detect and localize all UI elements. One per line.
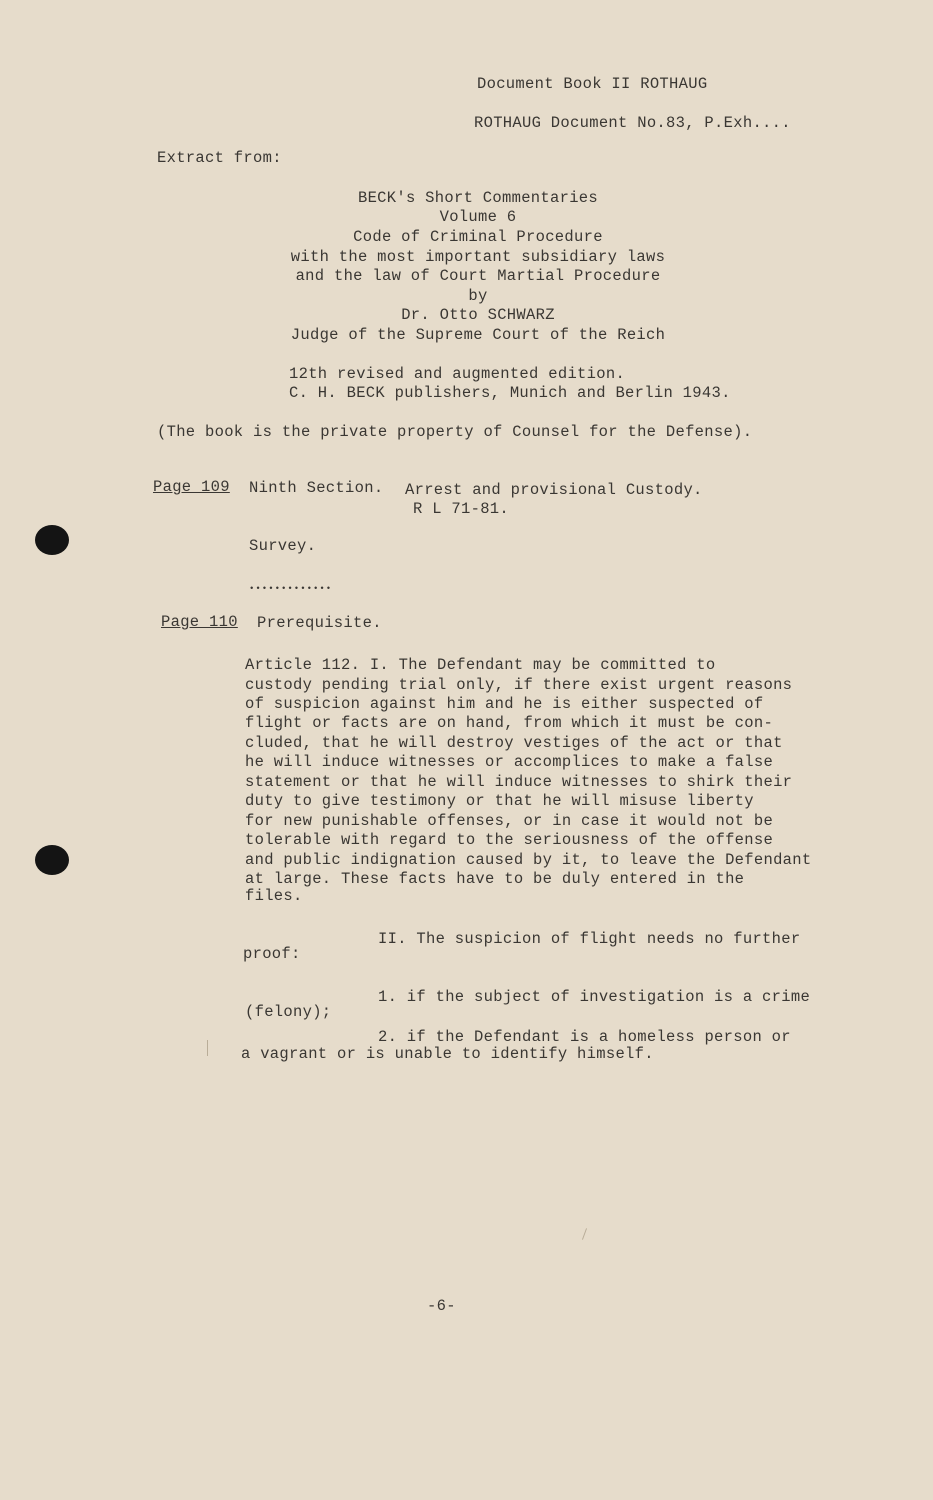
article-line: files.	[245, 887, 303, 905]
item-1: 1. if the subject of investigation is a crime	[378, 988, 811, 1006]
item-1-cont: (felony);	[245, 1003, 332, 1021]
article-line: of suspicion against him and he is either suspected of	[245, 695, 764, 713]
book-publisher: C. H. BECK publishers, Munich and Berlin 1943.	[289, 384, 731, 402]
section-reference: R L 71-81.	[413, 500, 510, 518]
article-line: at large. These facts have to be duly entered in the	[245, 870, 745, 888]
book-subtitle-1: with the most important subsidiary laws	[290, 248, 666, 266]
book-author-title: Judge of the Supreme Court of the Reich	[290, 326, 666, 344]
article-line: flight or facts are on hand, from which it must be con-	[245, 714, 774, 732]
article-line: Article 112. I. The Defendant may be committed to	[245, 656, 716, 674]
book-edition: 12th revised and augmented edition.	[289, 365, 626, 383]
property-note: (The book is the private property of Counsel for the Defense).	[157, 423, 753, 441]
survey-label: Survey.	[249, 537, 317, 555]
article-line: duty to give testimony or that he will misuse liberty	[245, 792, 754, 810]
article-line: for new punishable offenses, or in case it would not be	[245, 812, 774, 830]
page-ref-109: Page 109	[153, 478, 230, 496]
book-by: by	[468, 287, 488, 305]
prerequisite-heading: Prerequisite.	[257, 614, 382, 632]
dot-separator: •••••••••••••	[249, 584, 333, 594]
item-2: 2. if the Defendant is a homeless person or	[378, 1028, 791, 1046]
book-volume: Volume 6	[439, 208, 517, 226]
book-subtitle-2: and the law of Court Martial Procedure	[295, 267, 661, 285]
stray-mark	[207, 1040, 208, 1056]
article-line: he will induce witnesses or accomplices to make a false	[245, 753, 774, 771]
punch-hole	[35, 525, 69, 555]
book-subject: Code of Criminal Procedure	[353, 228, 603, 246]
section-heading-ninth: Ninth Section.	[249, 479, 384, 497]
page-number: -6-	[427, 1297, 456, 1315]
page-ref-110: Page 110	[161, 613, 238, 631]
article-line: statement or that he will induce witnesses to shirk their	[245, 773, 793, 791]
document-book-header: Document Book II ROTHAUG	[477, 75, 708, 93]
article-line: custody pending trial only, if there exist urgent reasons	[245, 676, 793, 694]
extract-label: Extract from:	[157, 149, 282, 167]
section-title-arrest: Arrest and provisional Custody.	[405, 481, 703, 499]
article-line: tolerable with regard to the seriousness of the offense	[245, 831, 774, 849]
paragraph-ii: II. The suspicion of flight needs no further	[378, 930, 801, 948]
article-line: and public indignation caused by it, to leave the Defendant	[245, 851, 812, 869]
paragraph-ii-cont: proof:	[243, 945, 301, 963]
article-line: cluded, that he will destroy vestiges of the act or that	[245, 734, 783, 752]
stray-mark	[582, 1228, 587, 1240]
document-number: ROTHAUG Document No.83, P.Exh....	[474, 114, 791, 132]
punch-hole	[35, 845, 69, 875]
item-2-cont: a vagrant or is unable to identify himself.	[241, 1045, 654, 1063]
book-title: BECK's Short Commentaries	[357, 189, 599, 207]
book-author: Dr. Otto SCHWARZ	[401, 306, 555, 324]
